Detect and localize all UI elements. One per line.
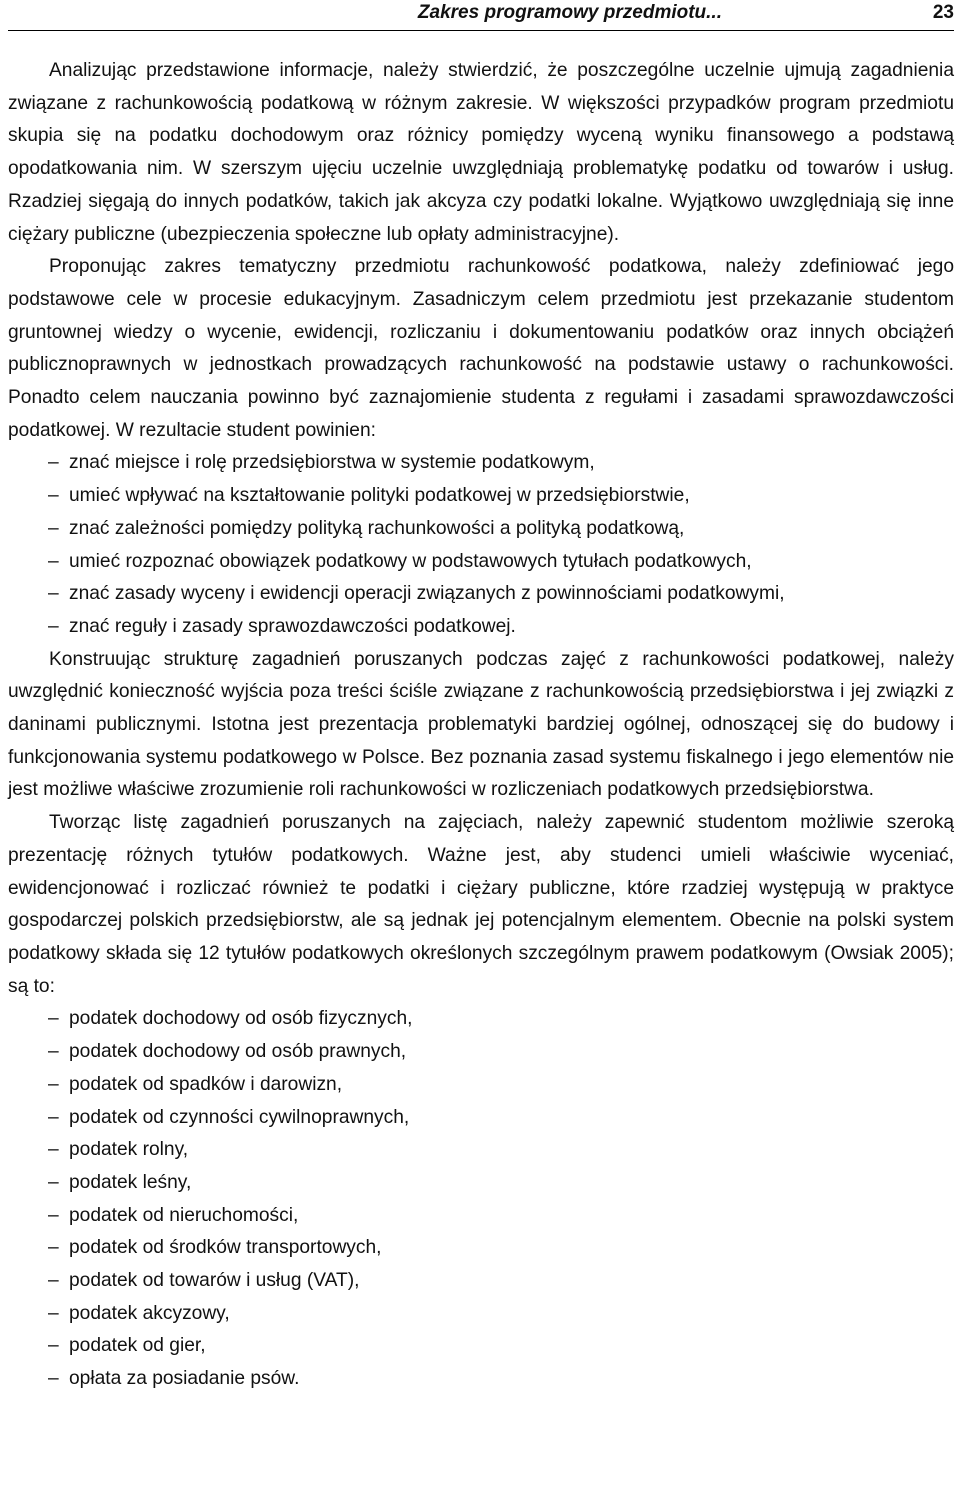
- tax-titles-list: [8, 1003, 954, 1395]
- body-text: [8, 55, 954, 1396]
- list-item-text: opłata za posiadanie psów.: [69, 1368, 300, 1390]
- dash-marker: –: [48, 550, 59, 572]
- dash-marker: –: [48, 485, 59, 507]
- dash-marker: –: [48, 1368, 59, 1390]
- dash-marker: –: [48, 583, 59, 605]
- dash-marker: –: [48, 615, 59, 637]
- dash-marker: –: [48, 1302, 59, 1324]
- dash-marker: –: [48, 452, 59, 474]
- document-page: [8, 0, 954, 1396]
- dash-marker: –: [48, 1335, 59, 1357]
- list-item: [49, 513, 954, 546]
- list-item-text: podatek od nieruchomości,: [69, 1204, 299, 1226]
- list-item: [49, 1298, 954, 1331]
- list-item-text: znać reguły i zasady sprawozdawczości podatkowej.: [69, 615, 516, 637]
- list-item-text: podatek leśny,: [69, 1171, 192, 1193]
- list-item: [49, 578, 954, 611]
- paragraph-goals: Proponując zakres tematyczny przedmiotu rachunkowość podatkowa, należy zdefiniować jego podstawowe cele w procesie edukacyjnym. Zasadniczym celem przedmiotu jest przekazanie studentom gruntownej wiedzy o wycenie, ewidencji, rozliczaniu i dokumentowaniu podatków oraz innych obciążeń publicznoprawnych w jednostkach prowadzących rachunkowość na podstawie ustawy o rachunkowości. Ponadto celem nauczania powinno być zaznajomienie studenta z regułami i zasadami sprawozdawczości podatkowej. W rezultacie student powinien:: [8, 256, 954, 441]
- list-item-text: podatek rolny,: [69, 1139, 189, 1161]
- page-number: 23: [932, 2, 954, 23]
- list-item-text: znać zależności pomiędzy polityką rachunkowości a polityką podatkową,: [69, 517, 685, 539]
- list-item: [49, 1200, 954, 1233]
- list-item-text: podatek od spadków i darowizn,: [69, 1073, 343, 1095]
- list-item-text: znać zasady wyceny i ewidencji operacji związanych z powinnościami podatkowymi,: [69, 583, 785, 605]
- list-item-text: podatek od środków transportowych,: [69, 1237, 382, 1259]
- list-item: [49, 1069, 954, 1102]
- list-item: [49, 1167, 954, 1200]
- list-item-text: podatek od towarów i usług (VAT),: [69, 1270, 360, 1292]
- list-item: [49, 447, 954, 480]
- list-item-text: znać miejsce i rolę przedsiębiorstwa w systemie podatkowym,: [69, 452, 595, 474]
- list-item-text: podatek od gier,: [69, 1335, 206, 1357]
- list-item: [49, 1102, 954, 1135]
- list-item: [49, 1232, 954, 1265]
- dash-marker: –: [48, 1270, 59, 1292]
- list-item-text: podatek akcyzowy,: [69, 1302, 230, 1324]
- list-item: [49, 1003, 954, 1036]
- dash-marker: –: [48, 1073, 59, 1095]
- list-item: [49, 1330, 954, 1363]
- list-item-text: podatek od czynności cywilnoprawnych,: [69, 1106, 410, 1128]
- dash-marker: –: [48, 1139, 59, 1161]
- list-item: [49, 1134, 954, 1167]
- paragraph-structure: Konstruując strukturę zagadnień poruszanych podczas zajęć z rachunkowości podatkowej, należy uwzględnić konieczność wyjścia poza treści ściśle związane z rachunkowością przedsiębiorstwa i jej związki z daninami publicznymi. Istotna jest prezentacja problematyki bardziej ogólnej, odnoszącej się do budowy i funkcjonowania systemu podatkowego w Polsce. Bez poznania zasad systemu fiskalnego i jego elementów nie jest możliwe właściwe zrozumienie roli rachunkowości w rozliczeniach podatkowych przedsiębiorstwa.: [8, 648, 954, 801]
- paragraph-tax-titles: Tworząc listę zagadnień poruszanych na zajęciach, należy zapewnić studentom możliwie szeroką prezentację różnych tytułów podatkowych. Ważne jest, aby studenci umieli właściwie wyceniać, ewidencjonować i rozliczać również te podatki i ciężary publiczne, które rzadziej występują w praktyce gospodarczej polskich przedsiębiorstw, ale są jednak jej potencjalnym elementem. Obecnie na polski system podatkowy składa się 12 tytułów podatkowych określonych szczególnym prawem podatkowym (Owsiak 2005); są to:: [8, 812, 954, 997]
- list-item: [49, 546, 954, 579]
- list-item: [49, 1036, 954, 1069]
- running-title: Zakres programowy przedmiotu...: [417, 2, 722, 23]
- dash-marker: –: [48, 1204, 59, 1226]
- list-item: [49, 611, 954, 644]
- list-item: [49, 1265, 954, 1298]
- dash-marker: –: [48, 517, 59, 539]
- list-item-text: podatek dochodowy od osób prawnych,: [69, 1041, 407, 1063]
- student-skills-list: [8, 447, 954, 643]
- list-item: [49, 1363, 954, 1396]
- dash-marker: –: [48, 1237, 59, 1259]
- list-item-text: umieć wpływać na kształtowanie polityki podatkowej w przedsiębiorstwie,: [69, 485, 690, 507]
- running-header: [8, 0, 954, 31]
- dash-marker: –: [48, 1106, 59, 1128]
- list-item-text: podatek dochodowy od osób fizycznych,: [69, 1008, 413, 1030]
- list-item-text: umieć rozpoznać obowiązek podatkowy w podstawowych tytułach podatkowych,: [69, 550, 752, 572]
- list-item: [49, 480, 954, 513]
- dash-marker: –: [48, 1008, 59, 1030]
- dash-marker: –: [48, 1171, 59, 1193]
- paragraph-intro: Analizując przedstawione informacje, należy stwierdzić, że poszczególne uczelnie ujmują zagadnienia związane z rachunkowością podatkową w różnym zakresie. W większości przypadków program przedmiotu skupia się na podatku dochodowym oraz różnicy pomiędzy wyceną wyniku finansowego a podstawą opodatkowania nim. W szerszym ujęciu uczelnie uwzględniają problematykę podatku od towarów i usług. Rzadziej sięgają do innych podatków, takich jak akcyza czy podatki lokalne. Wyjątkowo uwzględniają się inne ciężary publiczne (ubezpieczenia społeczne lub opłaty administracyjne).: [8, 60, 954, 245]
- dash-marker: –: [48, 1041, 59, 1063]
